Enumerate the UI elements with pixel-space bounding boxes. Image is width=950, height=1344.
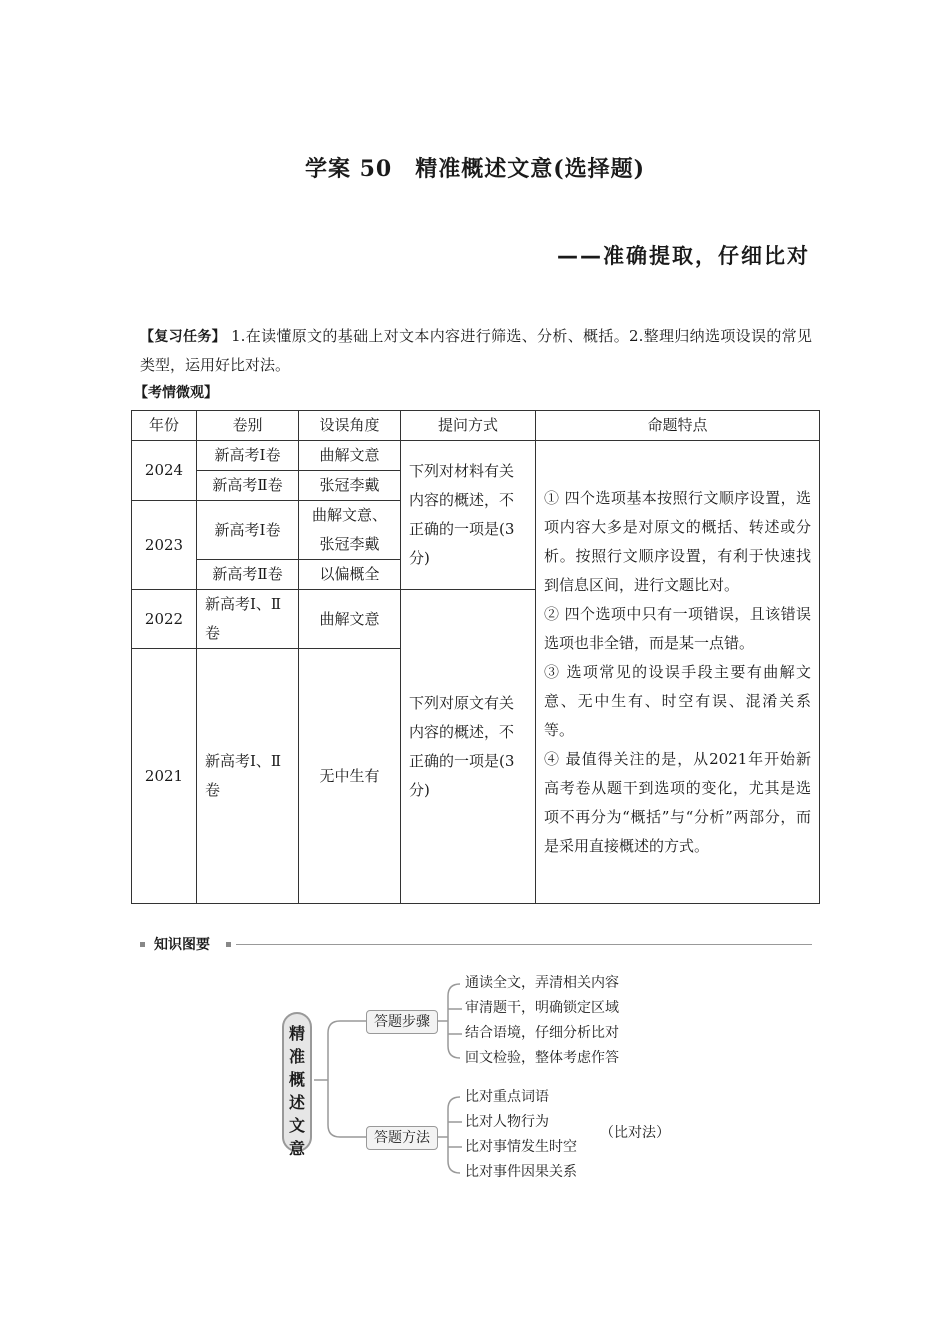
column-header: 卷别	[197, 411, 299, 441]
error-angle-cell: 曲解文意	[299, 590, 401, 649]
column-header: 设误角度	[299, 411, 401, 441]
bullet-square-icon	[140, 942, 145, 947]
root-char: 意	[288, 1139, 305, 1158]
error-angle-cell: 无中生有	[299, 649, 401, 904]
page-title: 学案 50 精准概述文意(选择题)	[304, 156, 646, 182]
table-row	[132, 441, 820, 471]
question-style-cell: 下列对原文有关内容的概述，不正确的一项是(3分)	[401, 590, 536, 904]
year-cell: 2023	[132, 501, 197, 590]
root-char: 文	[288, 1116, 305, 1135]
divider	[236, 944, 812, 945]
branch-answer-steps: 答题步骤	[366, 1010, 438, 1034]
knowledge-map-header	[140, 934, 812, 956]
paper-cell: 新高考Ⅰ卷	[197, 501, 299, 560]
paper-cell: 新高考Ⅱ卷	[197, 560, 299, 590]
column-header: 提问方式	[401, 411, 536, 441]
step-item: 通读全文，弄清相关内容	[465, 975, 619, 991]
column-header: 命题特点	[536, 411, 820, 441]
mindmap-root	[282, 1012, 312, 1158]
knowledge-mindmap	[270, 960, 690, 1190]
method-item: 比对重点词语	[465, 1089, 549, 1105]
page-subtitle: ——准确提取，仔细比对	[557, 244, 810, 268]
table-header-row	[132, 411, 820, 441]
feature-item: ② 四个选项中只有一项错误，且该错误选项也非全错，而是某一点错。	[544, 604, 811, 652]
year-cell: 2021	[132, 649, 197, 904]
exam-overview-table	[131, 410, 820, 904]
year-cell: 2022	[132, 590, 197, 649]
paper-cell: 新高考Ⅰ、Ⅱ卷	[197, 590, 299, 649]
root-char: 述	[288, 1093, 305, 1112]
review-task-tag: 【复习任务】	[140, 329, 226, 345]
feature-item: ③ 选项常见的设误手段主要有曲解文意、无中生有、时空有误、混淆关系等。	[544, 662, 811, 739]
methods-note: （比对法）	[600, 1125, 670, 1141]
knowledge-map-label: 知识图要	[154, 937, 210, 953]
step-item: 回文检验，整体考虑作答	[465, 1050, 619, 1066]
feature-item: ④ 最值得关注的是，从2021年开始新高考卷从题干到选项的变化，尤其是选项不再分为“概括”与“分析”两部分，而是采用直接概述的方式。	[544, 749, 811, 855]
review-task	[140, 322, 812, 379]
exam-overview-label: 【考情微观】	[134, 385, 218, 401]
feature-item: ① 四个选项基本按照行文顺序设置，选项内容大多是对原文的概括、转述或分析。按照行文顺序设置，有利于快速找到信息区间，进行文题比对。	[544, 488, 811, 594]
root-char: 概	[288, 1070, 305, 1089]
features-cell	[536, 441, 820, 904]
review-task-text: 1.在读懂原文的基础上对文本内容进行筛选、分析、概括。2.整理归纳选项设误的常见类型，运用好比对法。	[140, 327, 812, 374]
method-item: 比对事件因果关系	[465, 1164, 577, 1180]
branch-answer-methods: 答题方法	[366, 1126, 438, 1150]
column-header: 年份	[132, 411, 197, 441]
year-cell: 2024	[132, 441, 197, 501]
paper-cell: 新高考Ⅱ卷	[197, 471, 299, 501]
method-item: 比对人物行为	[465, 1114, 549, 1130]
error-angle-cell: 曲解文意	[299, 441, 401, 471]
paper-cell: 新高考Ⅰ、Ⅱ卷	[197, 649, 299, 904]
error-angle-cell: 曲解文意、张冠李戴	[299, 501, 401, 560]
bullet-square-icon	[226, 942, 231, 947]
step-item: 审清题干，明确锁定区域	[465, 1000, 619, 1016]
paper-cell: 新高考Ⅰ卷	[197, 441, 299, 471]
question-style-cell: 下列对材料有关内容的概述，不正确的一项是(3分)	[401, 441, 536, 590]
step-item: 结合语境，仔细分析比对	[465, 1025, 619, 1041]
root-char: 准	[288, 1047, 305, 1066]
root-char: 精	[288, 1024, 305, 1043]
method-item: 比对事情发生时空	[465, 1139, 577, 1155]
error-angle-cell: 张冠李戴	[299, 471, 401, 501]
error-angle-cell: 以偏概全	[299, 560, 401, 590]
